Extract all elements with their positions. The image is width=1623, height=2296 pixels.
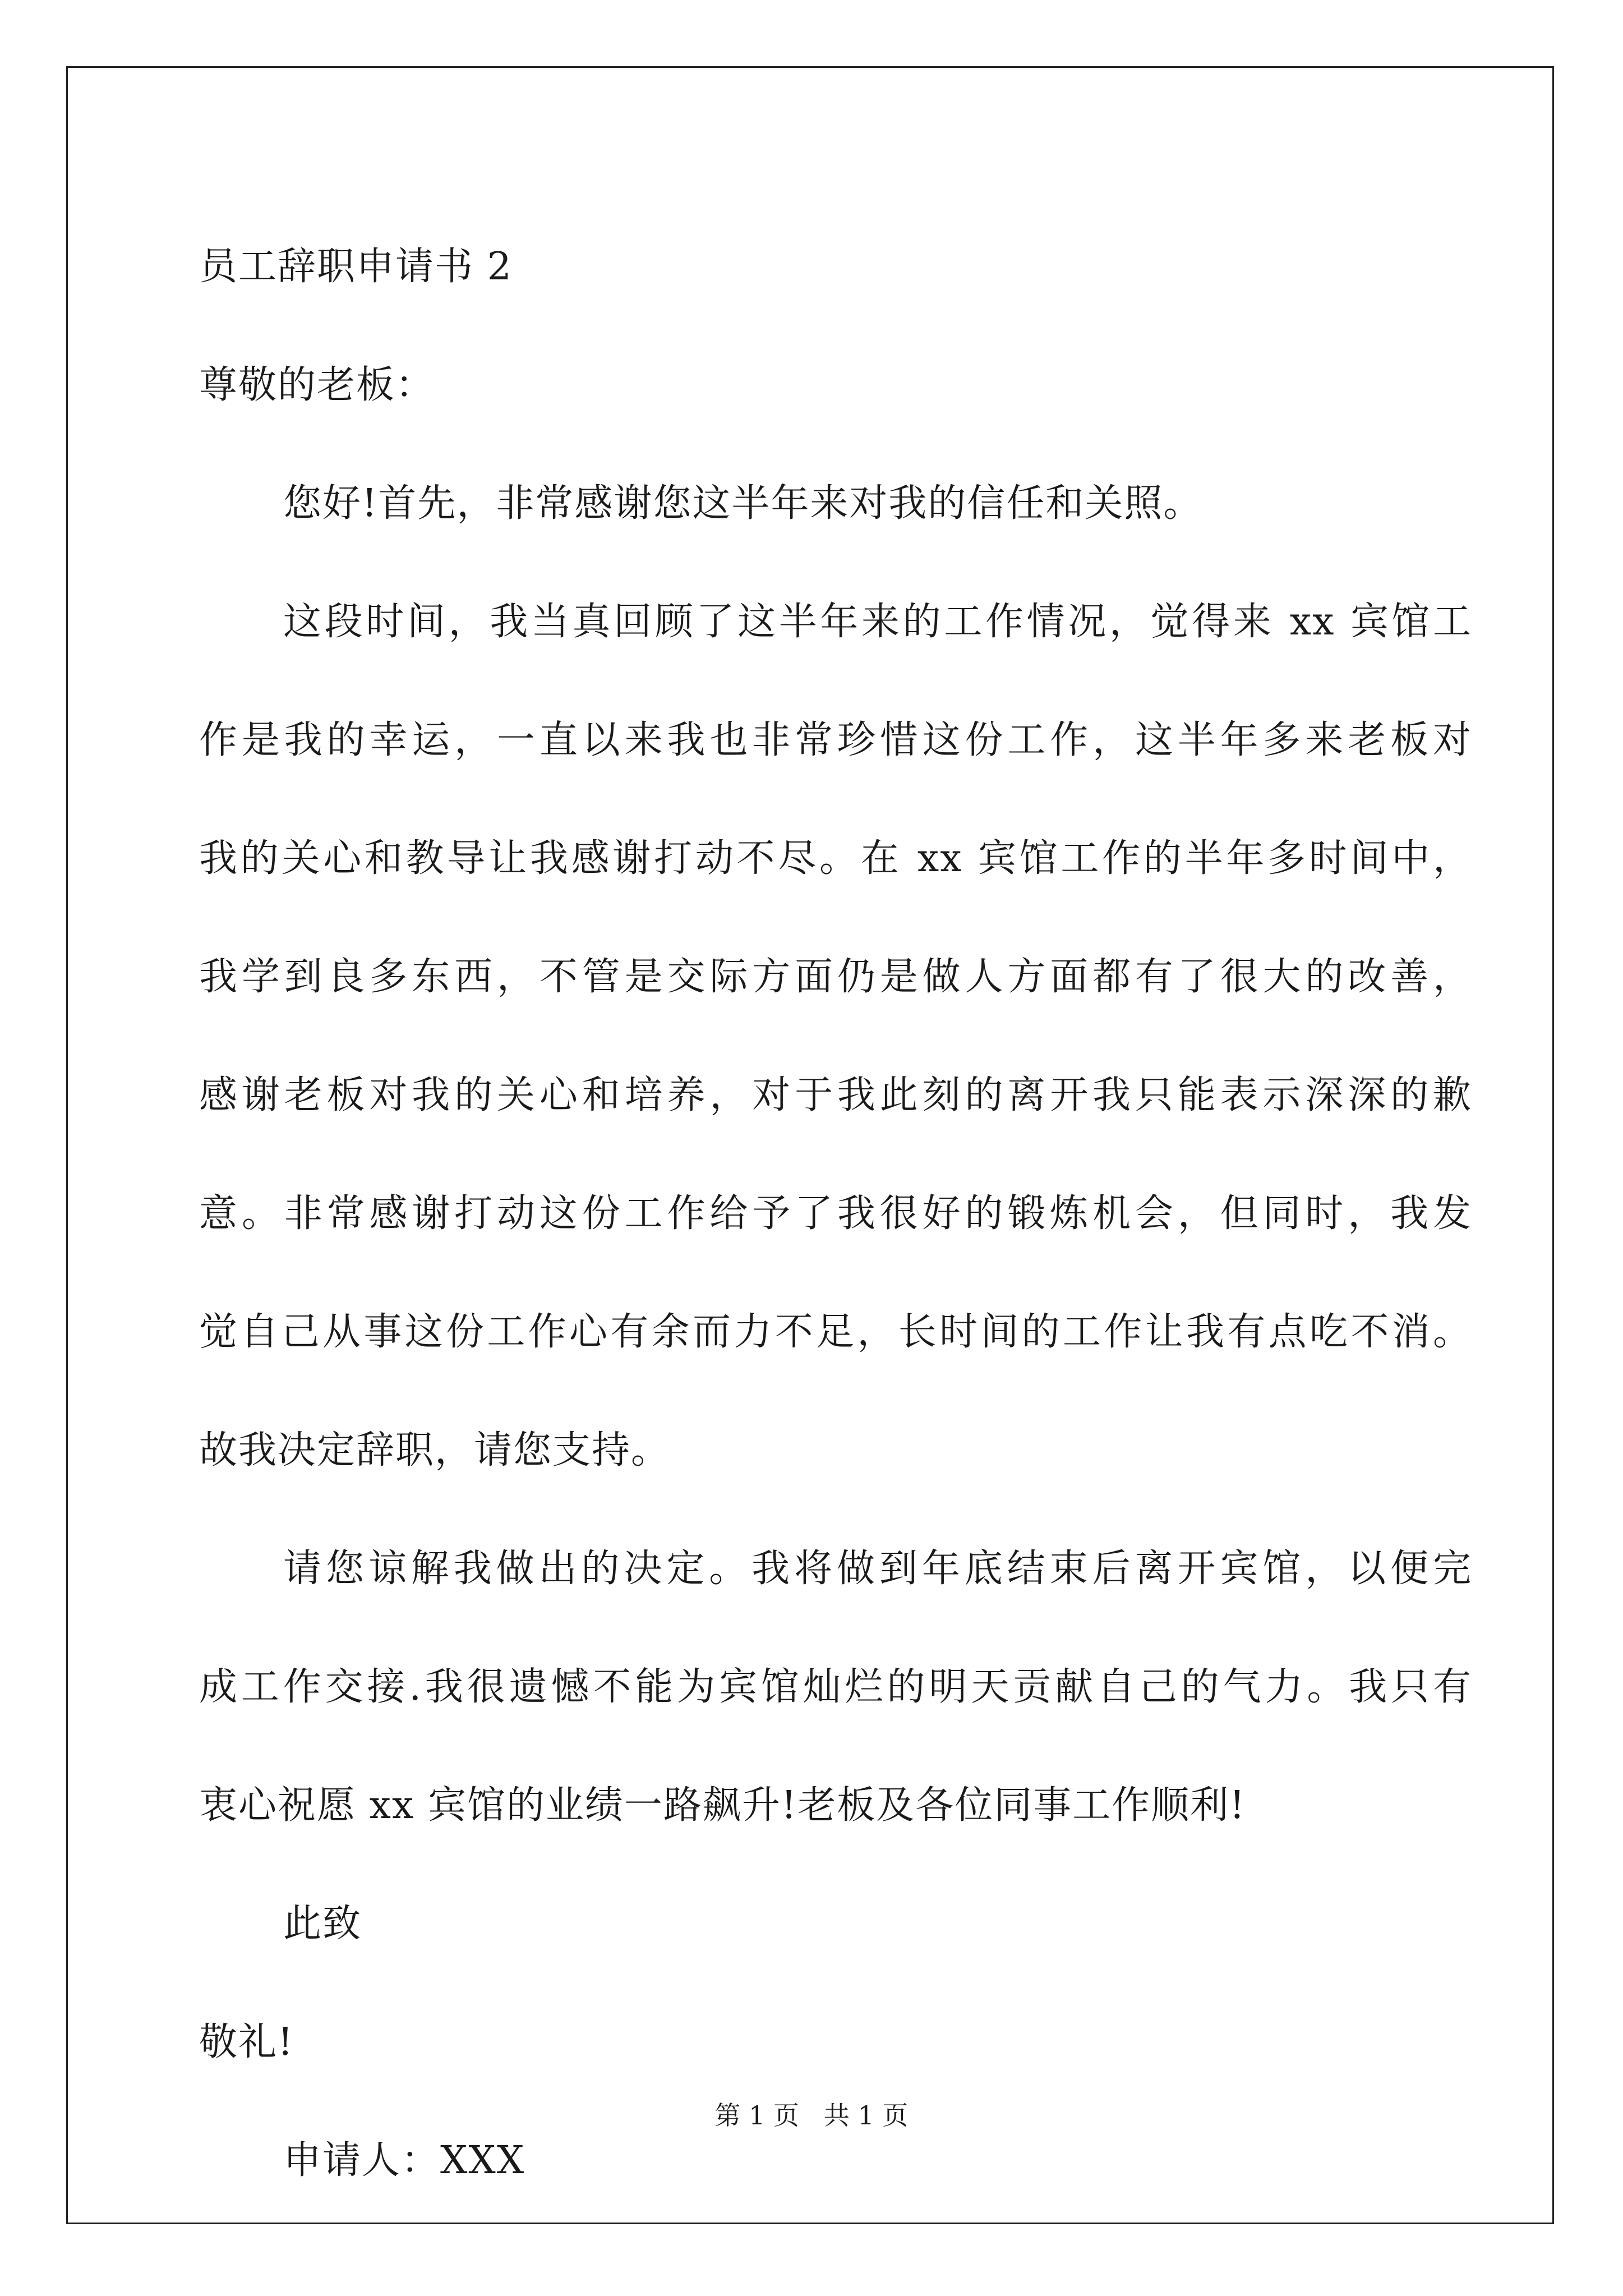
salutation: 尊敬的老板： xyxy=(199,363,435,407)
document-title: 员工辞职申请书 2 xyxy=(199,245,513,289)
paragraph-line: 衷心祝愿 xx 宾馆的业绩一路飙升!老板及各位同事工作顺利! xyxy=(199,1783,1246,1828)
paragraph-line: 作是我的幸运，一直以来我也非常珍惜这份工作，这半年多来老板对 xyxy=(199,718,1472,762)
page-footer: 第 1 页 共 1 页 xyxy=(714,2100,909,2131)
closing-regards: 敬礼! xyxy=(199,2020,294,2064)
paragraph-line: 请您谅解我做出的决定。我将做到年底结束后离开宾馆，以便完 xyxy=(283,1547,1472,1591)
paragraph-greeting: 您好!首先，非常感谢您这半年来对我的信任和关照。 xyxy=(283,481,1203,526)
signature-line: 申请人：XXX xyxy=(283,2138,525,2183)
letter-body xyxy=(199,208,1472,2220)
paragraph-line: 感谢老板对我的关心和培养，对于我此刻的离开我只能表示深深的歉 xyxy=(199,1073,1472,1117)
paragraph-line: 觉自己从事这份工作心有余而力不足，长时间的工作让我有点吃不消。 xyxy=(199,1310,1472,1354)
paragraph-line: 我的关心和教导让我感谢打动不尽。在 xx 宾馆工作的半年多时间中， xyxy=(199,836,1472,881)
paragraph-line: 这段时间，我当真回顾了这半年来的工作情况，觉得来 xx 宾馆工 xyxy=(283,600,1472,644)
paragraph-line: 故我决定辞职，请您支持。 xyxy=(199,1428,671,1473)
paragraph-line: 意。非常感谢打动这份工作给予了我很好的锻炼机会，但同时，我发 xyxy=(199,1191,1472,1236)
paragraph-line: 成工作交接.我很遗憾不能为宾馆灿烂的明天贡献自己的气力。我只有 xyxy=(199,1665,1472,1709)
closing-line: 此致 xyxy=(283,1902,362,1946)
paragraph-line: 我学到良多东西，不管是交际方面仍是做人方面都有了很大的改善， xyxy=(199,955,1472,999)
